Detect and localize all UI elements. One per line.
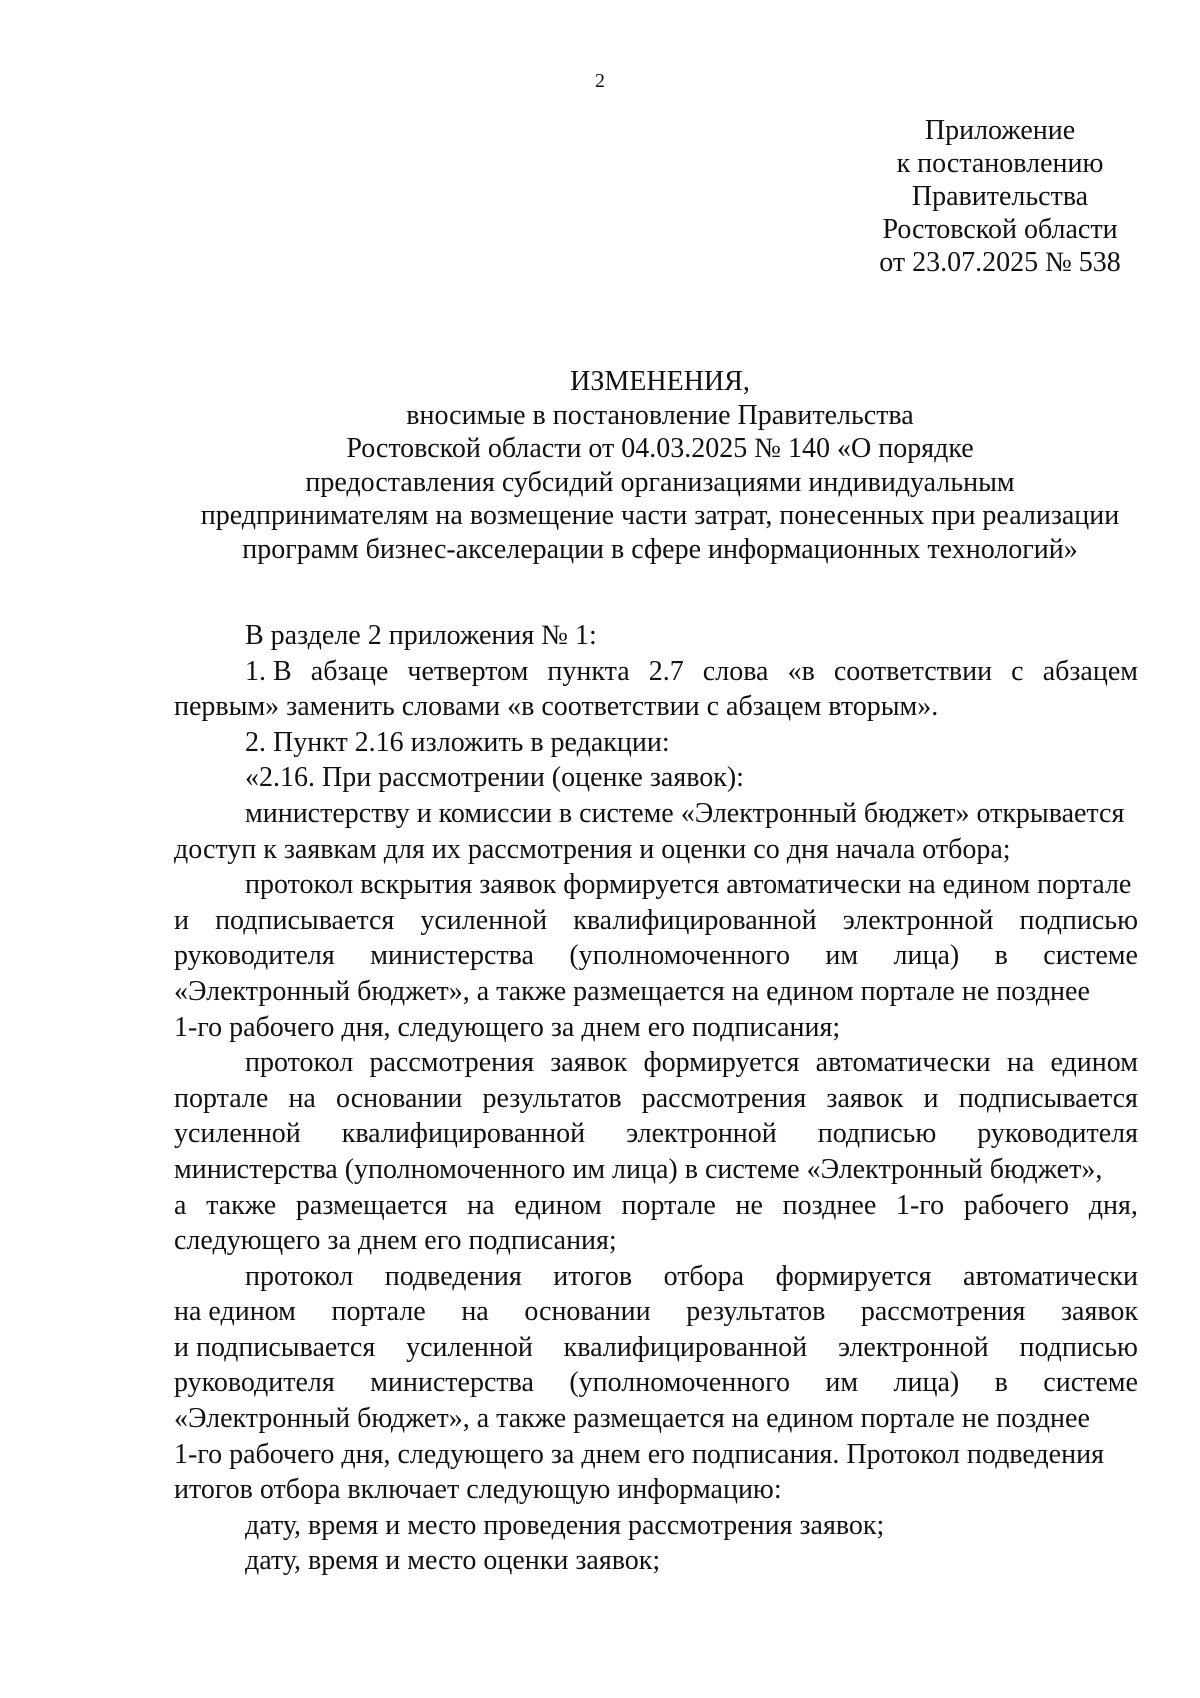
document-body xyxy=(174,618,1138,1579)
body-word: усиленной xyxy=(406,1331,533,1363)
body-word: пункта xyxy=(547,655,630,687)
body-word: результатов xyxy=(686,1296,826,1328)
body-word: и подписывается xyxy=(174,1331,376,1363)
body-line: доступ к заявкам для их рассмотрения и оценки со дня начала отбора; xyxy=(174,833,1011,865)
appendix-line: Приложение xyxy=(924,115,1076,146)
heading-line: предоставления субсидий организациями индивидуальным xyxy=(305,466,1015,498)
body-word: основании xyxy=(336,1082,463,1114)
body-word: руководителя xyxy=(174,1367,335,1399)
body-word: руководителя xyxy=(174,940,335,972)
body-line: 2. Пункт 2.16 изложить в редакции: xyxy=(245,726,670,758)
body-line xyxy=(174,938,1138,974)
body-line xyxy=(174,654,1138,690)
body-line: 1-го рабочего дня, следующего за днем его подписания. Протокол подведения xyxy=(174,1438,1104,1470)
body-word: портале xyxy=(621,1189,716,1221)
body-line: следующего за днем его подписания; xyxy=(174,1225,617,1257)
body-word: автоматически xyxy=(963,1260,1138,1292)
body-word: подписью xyxy=(817,1118,937,1150)
body-word: четвертом xyxy=(407,655,529,687)
body-word: в xyxy=(994,1367,1008,1399)
body-word: позднее xyxy=(782,1189,877,1221)
body-line xyxy=(174,1365,1138,1401)
body-word: протокол xyxy=(245,1260,354,1292)
body-word: на xyxy=(288,1082,316,1114)
body-word: (уполномоченного xyxy=(569,940,790,972)
body-word: системе xyxy=(1043,940,1138,972)
body-word: министерства xyxy=(370,940,534,972)
body-word: с xyxy=(1011,655,1024,687)
body-word: формируется xyxy=(643,1047,800,1079)
body-word: рассмотрения xyxy=(641,1082,807,1114)
body-word: а xyxy=(174,1189,187,1221)
body-word: им xyxy=(825,1367,859,1399)
body-line xyxy=(174,1259,1138,1295)
body-word: соответствии xyxy=(833,655,993,687)
appendix-line: Правительства xyxy=(911,181,1089,212)
body-word: протокол xyxy=(245,1047,354,1079)
body-word: руководителя xyxy=(977,1118,1138,1150)
body-word: электронной xyxy=(626,1118,777,1150)
body-word: заявок xyxy=(550,1047,628,1079)
body-line: «Электронный бюджет», а также размещается на едином портале не позднее xyxy=(174,1403,1090,1435)
body-line: дату, время и место оценки заявок; xyxy=(245,1545,661,1577)
body-word: системе xyxy=(1043,1367,1138,1399)
body-word: усиленной xyxy=(174,1118,301,1150)
body-word: портале xyxy=(174,1082,269,1114)
body-word: заявок xyxy=(826,1082,904,1114)
body-word: заявок xyxy=(1060,1296,1138,1328)
heading-line: программ бизнес-акселерации в сфере информационных технологий» xyxy=(242,533,1078,565)
body-word: рассмотрения xyxy=(860,1296,1026,1328)
body-word: подписывается xyxy=(215,904,395,936)
body-word: на едином xyxy=(174,1296,296,1328)
body-line: дату, время и место проведения рассмотрения заявок; xyxy=(245,1509,885,1541)
body-line: протокол вскрытия заявок формируется автоматически на едином портале xyxy=(245,869,1132,901)
body-word: на xyxy=(1006,1047,1035,1079)
heading-line: вносимые в постановление Правительства xyxy=(406,399,914,431)
body-word: основании xyxy=(524,1296,651,1328)
appendix-line: Ростовской области xyxy=(882,214,1118,245)
body-line xyxy=(174,903,1138,939)
body-word: подписывается xyxy=(958,1082,1138,1114)
body-word: электронной xyxy=(842,904,994,936)
body-word: также xyxy=(206,1189,277,1221)
heading-title: ИЗМЕНЕНИЯ, xyxy=(570,366,750,397)
body-word: автоматически xyxy=(815,1047,991,1079)
body-word: рассмотрения xyxy=(369,1047,534,1079)
document-heading xyxy=(150,365,1170,566)
body-word: абзаце xyxy=(310,655,389,687)
appendix-line: от 23.07.2025 № 538 xyxy=(879,247,1121,278)
body-word: едином xyxy=(514,1189,602,1221)
body-word: подписью xyxy=(1019,1331,1138,1363)
body-word: на xyxy=(461,1296,489,1328)
body-word: размещается xyxy=(295,1189,448,1221)
body-word: 1. В xyxy=(245,655,292,687)
body-line xyxy=(174,1294,1138,1330)
body-word: (уполномоченного xyxy=(569,1367,790,1399)
page-number: 2 xyxy=(595,70,605,92)
body-line: министерству и комиссии в системе «Электронный бюджет» открывается xyxy=(245,797,1125,829)
body-word: «в xyxy=(787,655,815,687)
body-word: и xyxy=(174,904,189,936)
body-word: не xyxy=(735,1189,763,1221)
body-word: лица) xyxy=(893,1367,960,1399)
body-word: подписью xyxy=(1019,904,1138,936)
body-line: министерства (уполномоченного им лица) в системе «Электронный бюджет», xyxy=(174,1153,1103,1185)
body-word: в xyxy=(994,940,1008,972)
body-word: 1-го xyxy=(895,1189,945,1221)
body-line: «Электронный бюджет», а также размещается на едином портале не позднее xyxy=(174,975,1090,1007)
body-word: подведения xyxy=(384,1260,522,1292)
body-line: «2.16. При рассмотрении (оценке заявок): xyxy=(245,762,744,794)
body-line: 1-го рабочего дня, следующего за днем его подписания; xyxy=(174,1011,841,1043)
body-word: лица) xyxy=(893,940,960,972)
body-word: результатов xyxy=(482,1082,622,1114)
body-word: отбора xyxy=(663,1260,745,1292)
body-word: квалифицированной xyxy=(341,1118,586,1150)
body-word: и xyxy=(923,1082,939,1114)
body-line: В разделе 2 приложения № 1: xyxy=(245,620,597,651)
body-line xyxy=(174,1116,1138,1152)
body-word: 2.7 xyxy=(648,655,684,687)
heading-line: предпринимателям на возмещение части затрат, понесенных при реализации xyxy=(200,500,1120,531)
body-line xyxy=(174,1045,1138,1081)
body-word: министерства xyxy=(370,1367,534,1399)
body-word: дня, xyxy=(1088,1189,1138,1221)
body-word: формируется xyxy=(775,1260,932,1292)
body-word: квалифицированной xyxy=(573,904,817,936)
body-word: итогов xyxy=(553,1260,633,1292)
body-word: абзацем xyxy=(1042,655,1138,687)
appendix-line: к постановлению xyxy=(896,148,1104,179)
body-line: итогов отбора включает следующую информацию: xyxy=(174,1474,782,1506)
heading-line: Ростовской области от 04.03.2025 № 140 «О порядке xyxy=(346,433,974,464)
body-line xyxy=(174,1188,1138,1224)
body-line xyxy=(174,1330,1138,1366)
body-word: на xyxy=(467,1189,495,1221)
body-word: слова xyxy=(702,655,769,687)
body-word: рабочего xyxy=(963,1189,1070,1221)
body-word: электронной xyxy=(837,1331,989,1363)
body-word: усиленной xyxy=(420,904,548,936)
body-word: едином xyxy=(1050,1047,1138,1079)
appendix-block xyxy=(840,114,1160,279)
body-line xyxy=(174,1081,1138,1117)
body-word: им xyxy=(825,940,859,972)
body-word: квалифицированной xyxy=(563,1331,808,1363)
body-word: портале xyxy=(331,1296,426,1328)
body-line: первым» заменить словами «в соответствии с абзацем вторым». xyxy=(174,691,939,723)
